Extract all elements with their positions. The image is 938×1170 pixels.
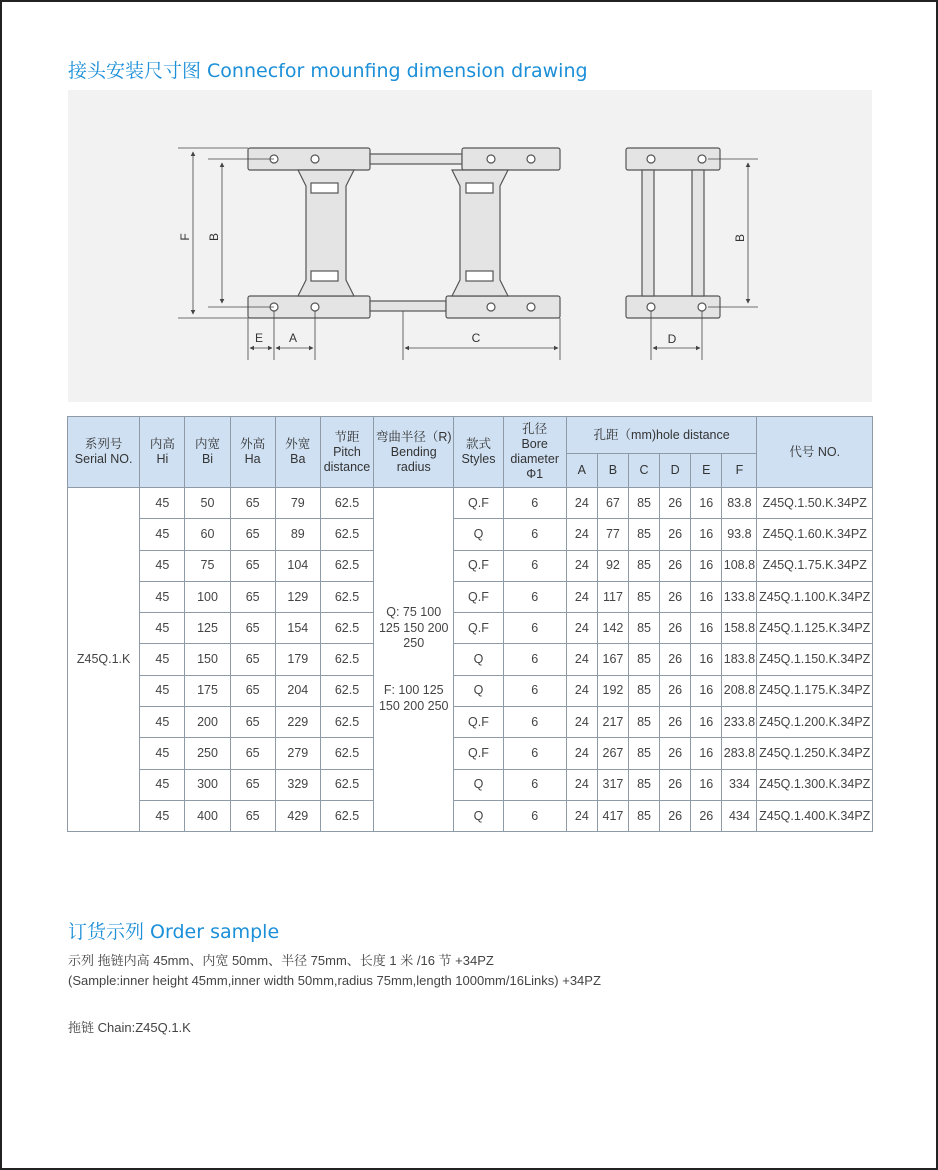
cell-pitch: 62.5 [320, 613, 373, 644]
dim-label-d: D [667, 332, 677, 346]
chain-code: 拖链 Chain:Z45Q.1.K [68, 1020, 191, 1035]
cell-code: Z45Q.1.200.K.34PZ [757, 707, 873, 738]
dim-label-b-front: B [207, 232, 221, 242]
cell-code: Z45Q.1.75.K.34PZ [757, 550, 873, 581]
cell-ba: 329 [275, 769, 320, 800]
side-view-link [626, 148, 720, 318]
cell-bore: 6 [503, 519, 566, 550]
cell-d: 26 [660, 519, 691, 550]
cell-d: 26 [660, 581, 691, 612]
cell-bore: 6 [503, 488, 566, 519]
header-d: D [660, 454, 691, 488]
cell-ha: 65 [230, 519, 275, 550]
table-row [68, 488, 873, 519]
cell-a: 24 [566, 613, 597, 644]
drawing-section-title: 接头安装尺寸图 Connecfor mounfing dimension drawing [68, 60, 588, 82]
cell-style: Q.F [454, 488, 503, 519]
table-row [68, 550, 873, 581]
cell-a: 24 [566, 644, 597, 675]
cell-bore: 6 [503, 550, 566, 581]
cell-style: Q.F [454, 581, 503, 612]
table-row [68, 800, 873, 831]
cell-style: Q [454, 519, 503, 550]
cell-f: 108.8 [722, 550, 757, 581]
table-row [68, 519, 873, 550]
dim-label-c: C [471, 331, 481, 345]
cell-ba: 79 [275, 488, 320, 519]
cell-bi: 200 [185, 707, 230, 738]
cell-a: 24 [566, 800, 597, 831]
cell-ha: 65 [230, 581, 275, 612]
spec-table [67, 416, 873, 832]
cell-b: 317 [597, 769, 628, 800]
header-bi: 内宽 Bi [185, 417, 230, 488]
cell-code: Z45Q.1.175.K.34PZ [757, 675, 873, 706]
cell-d: 26 [660, 550, 691, 581]
header-hi: 内高 Hi [140, 417, 185, 488]
serial-cell: Z45Q.1.K [68, 488, 140, 832]
header-hole-distance: 孔距（mm)hole distance [566, 417, 757, 454]
order-section-title: 订货示列 Order sample [68, 921, 280, 943]
bending-radius-cell: Q: 75 100 125 150 200 250 F: 100 125 150 200 250 [374, 488, 454, 832]
cell-bi: 300 [185, 769, 230, 800]
cell-pitch: 62.5 [320, 738, 373, 769]
cell-code: Z45Q.1.60.K.34PZ [757, 519, 873, 550]
cell-ha: 65 [230, 675, 275, 706]
order-sample-cn: 示列 拖链内高 45mm、内宽 50mm、半径 75mm、长度 1 米 /16 节 +34PZ [68, 953, 494, 968]
cell-hi: 45 [140, 800, 185, 831]
cell-a: 24 [566, 550, 597, 581]
cell-ba: 129 [275, 581, 320, 612]
header-f: F [722, 454, 757, 488]
cell-code: Z45Q.1.125.K.34PZ [757, 613, 873, 644]
cell-a: 24 [566, 707, 597, 738]
dim-label-f: F [178, 233, 192, 241]
cell-pitch: 62.5 [320, 644, 373, 675]
cell-code: Z45Q.1.250.K.34PZ [757, 738, 873, 769]
cell-d: 26 [660, 613, 691, 644]
cell-c: 85 [629, 738, 660, 769]
cell-e: 16 [691, 769, 722, 800]
cell-style: Q.F [454, 738, 503, 769]
cell-e: 16 [691, 613, 722, 644]
header-ha: 外高 Ha [230, 417, 275, 488]
cell-b: 267 [597, 738, 628, 769]
cell-c: 85 [629, 550, 660, 581]
cell-d: 26 [660, 738, 691, 769]
cell-hi: 45 [140, 675, 185, 706]
header-a: A [566, 454, 597, 488]
cell-e: 16 [691, 707, 722, 738]
cell-style: Q.F [454, 613, 503, 644]
cell-bi: 75 [185, 550, 230, 581]
cell-ha: 65 [230, 644, 275, 675]
cell-hi: 45 [140, 581, 185, 612]
cell-ba: 429 [275, 800, 320, 831]
cell-d: 26 [660, 488, 691, 519]
cell-c: 85 [629, 644, 660, 675]
cell-pitch: 62.5 [320, 550, 373, 581]
cell-f: 83.8 [722, 488, 757, 519]
cell-pitch: 62.5 [320, 519, 373, 550]
cell-pitch: 62.5 [320, 488, 373, 519]
cell-ba: 154 [275, 613, 320, 644]
cell-ba: 104 [275, 550, 320, 581]
cell-ha: 65 [230, 738, 275, 769]
table-row [68, 738, 873, 769]
cell-pitch: 62.5 [320, 769, 373, 800]
cell-bi: 100 [185, 581, 230, 612]
table-row [68, 613, 873, 644]
cell-b: 117 [597, 581, 628, 612]
cell-ba: 204 [275, 675, 320, 706]
header-radius: 弯曲半径（R) Bending radius [374, 417, 454, 488]
order-sample-en: (Sample:inner height 45mm,inner width 50mm,radius 75mm,length 1000mm/16Links) +34PZ [68, 973, 601, 988]
cell-e: 16 [691, 519, 722, 550]
cell-bore: 6 [503, 644, 566, 675]
cell-c: 85 [629, 613, 660, 644]
cell-c: 85 [629, 769, 660, 800]
cell-style: Q.F [454, 707, 503, 738]
cell-e: 26 [691, 800, 722, 831]
cell-e: 16 [691, 738, 722, 769]
cell-style: Q [454, 675, 503, 706]
cell-ha: 65 [230, 769, 275, 800]
cell-f: 233.8 [722, 707, 757, 738]
cell-d: 26 [660, 675, 691, 706]
table-row [68, 675, 873, 706]
cell-f: 183.8 [722, 644, 757, 675]
cell-e: 16 [691, 644, 722, 675]
cell-b: 192 [597, 675, 628, 706]
cell-bore: 6 [503, 769, 566, 800]
header-ba: 外宽 Ba [275, 417, 320, 488]
cell-bi: 250 [185, 738, 230, 769]
header-bore: 孔径 Bore diameter Φ1 [503, 417, 566, 488]
header-styles: 款式 Styles [454, 417, 503, 488]
cell-a: 24 [566, 488, 597, 519]
header-b: B [597, 454, 628, 488]
cell-ha: 65 [230, 800, 275, 831]
cell-b: 67 [597, 488, 628, 519]
cell-code: Z45Q.1.150.K.34PZ [757, 644, 873, 675]
cell-bore: 6 [503, 675, 566, 706]
cell-hi: 45 [140, 550, 185, 581]
cell-b: 92 [597, 550, 628, 581]
table-row [68, 769, 873, 800]
cell-e: 16 [691, 581, 722, 612]
cell-code: Z45Q.1.100.K.34PZ [757, 581, 873, 612]
dim-label-b-side: B [733, 233, 747, 243]
cell-hi: 45 [140, 769, 185, 800]
cell-c: 85 [629, 488, 660, 519]
cell-code: Z45Q.1.400.K.34PZ [757, 800, 873, 831]
cell-bi: 50 [185, 488, 230, 519]
cell-a: 24 [566, 519, 597, 550]
front-view-link [248, 148, 560, 318]
cell-b: 167 [597, 644, 628, 675]
cell-hi: 45 [140, 707, 185, 738]
cell-ba: 89 [275, 519, 320, 550]
cell-c: 85 [629, 800, 660, 831]
cell-bore: 6 [503, 738, 566, 769]
cell-a: 24 [566, 675, 597, 706]
cell-e: 16 [691, 550, 722, 581]
cell-style: Q [454, 644, 503, 675]
header-e: E [691, 454, 722, 488]
cell-d: 26 [660, 644, 691, 675]
cell-bi: 150 [185, 644, 230, 675]
cell-e: 16 [691, 675, 722, 706]
cell-ha: 65 [230, 707, 275, 738]
header-serial: 系列号 Serial NO. [68, 417, 140, 488]
cell-code: Z45Q.1.300.K.34PZ [757, 769, 873, 800]
cell-d: 26 [660, 707, 691, 738]
cell-hi: 45 [140, 644, 185, 675]
cell-c: 85 [629, 675, 660, 706]
cell-c: 85 [629, 519, 660, 550]
spec-table-body [68, 488, 873, 832]
cell-b: 77 [597, 519, 628, 550]
cell-d: 26 [660, 769, 691, 800]
dim-label-a: A [288, 331, 298, 345]
cell-hi: 45 [140, 519, 185, 550]
cell-f: 208.8 [722, 675, 757, 706]
header-code: 代号 NO. [757, 417, 873, 488]
cell-bore: 6 [503, 581, 566, 612]
cell-a: 24 [566, 738, 597, 769]
cell-code: Z45Q.1.50.K.34PZ [757, 488, 873, 519]
cell-c: 85 [629, 707, 660, 738]
cell-pitch: 62.5 [320, 675, 373, 706]
cell-b: 142 [597, 613, 628, 644]
header-c: C [629, 454, 660, 488]
cell-ba: 229 [275, 707, 320, 738]
cell-ha: 65 [230, 613, 275, 644]
cell-ba: 179 [275, 644, 320, 675]
cell-bi: 175 [185, 675, 230, 706]
table-row [68, 644, 873, 675]
table-row [68, 581, 873, 612]
cell-pitch: 62.5 [320, 800, 373, 831]
cell-bore: 6 [503, 800, 566, 831]
cell-f: 133.8 [722, 581, 757, 612]
cell-f: 93.8 [722, 519, 757, 550]
cell-style: Q [454, 769, 503, 800]
dim-label-e: E [254, 331, 264, 345]
cell-style: Q.F [454, 550, 503, 581]
cell-f: 334 [722, 769, 757, 800]
cell-hi: 45 [140, 613, 185, 644]
cell-ba: 279 [275, 738, 320, 769]
cell-bore: 6 [503, 707, 566, 738]
cell-f: 434 [722, 800, 757, 831]
cell-ha: 65 [230, 550, 275, 581]
cell-pitch: 62.5 [320, 707, 373, 738]
cell-b: 417 [597, 800, 628, 831]
header-pitch: 节距 Pitch distance [320, 417, 373, 488]
cell-b: 217 [597, 707, 628, 738]
cell-e: 16 [691, 488, 722, 519]
cell-bi: 400 [185, 800, 230, 831]
cell-ha: 65 [230, 488, 275, 519]
cell-a: 24 [566, 769, 597, 800]
cell-a: 24 [566, 581, 597, 612]
cell-bi: 60 [185, 519, 230, 550]
dimension-drawing [68, 90, 872, 402]
cell-pitch: 62.5 [320, 581, 373, 612]
cell-bi: 125 [185, 613, 230, 644]
cell-hi: 45 [140, 488, 185, 519]
cell-bore: 6 [503, 613, 566, 644]
table-row [68, 707, 873, 738]
cell-style: Q [454, 800, 503, 831]
cell-hi: 45 [140, 738, 185, 769]
cell-d: 26 [660, 800, 691, 831]
cell-f: 158.8 [722, 613, 757, 644]
cell-f: 283.8 [722, 738, 757, 769]
cell-c: 85 [629, 581, 660, 612]
